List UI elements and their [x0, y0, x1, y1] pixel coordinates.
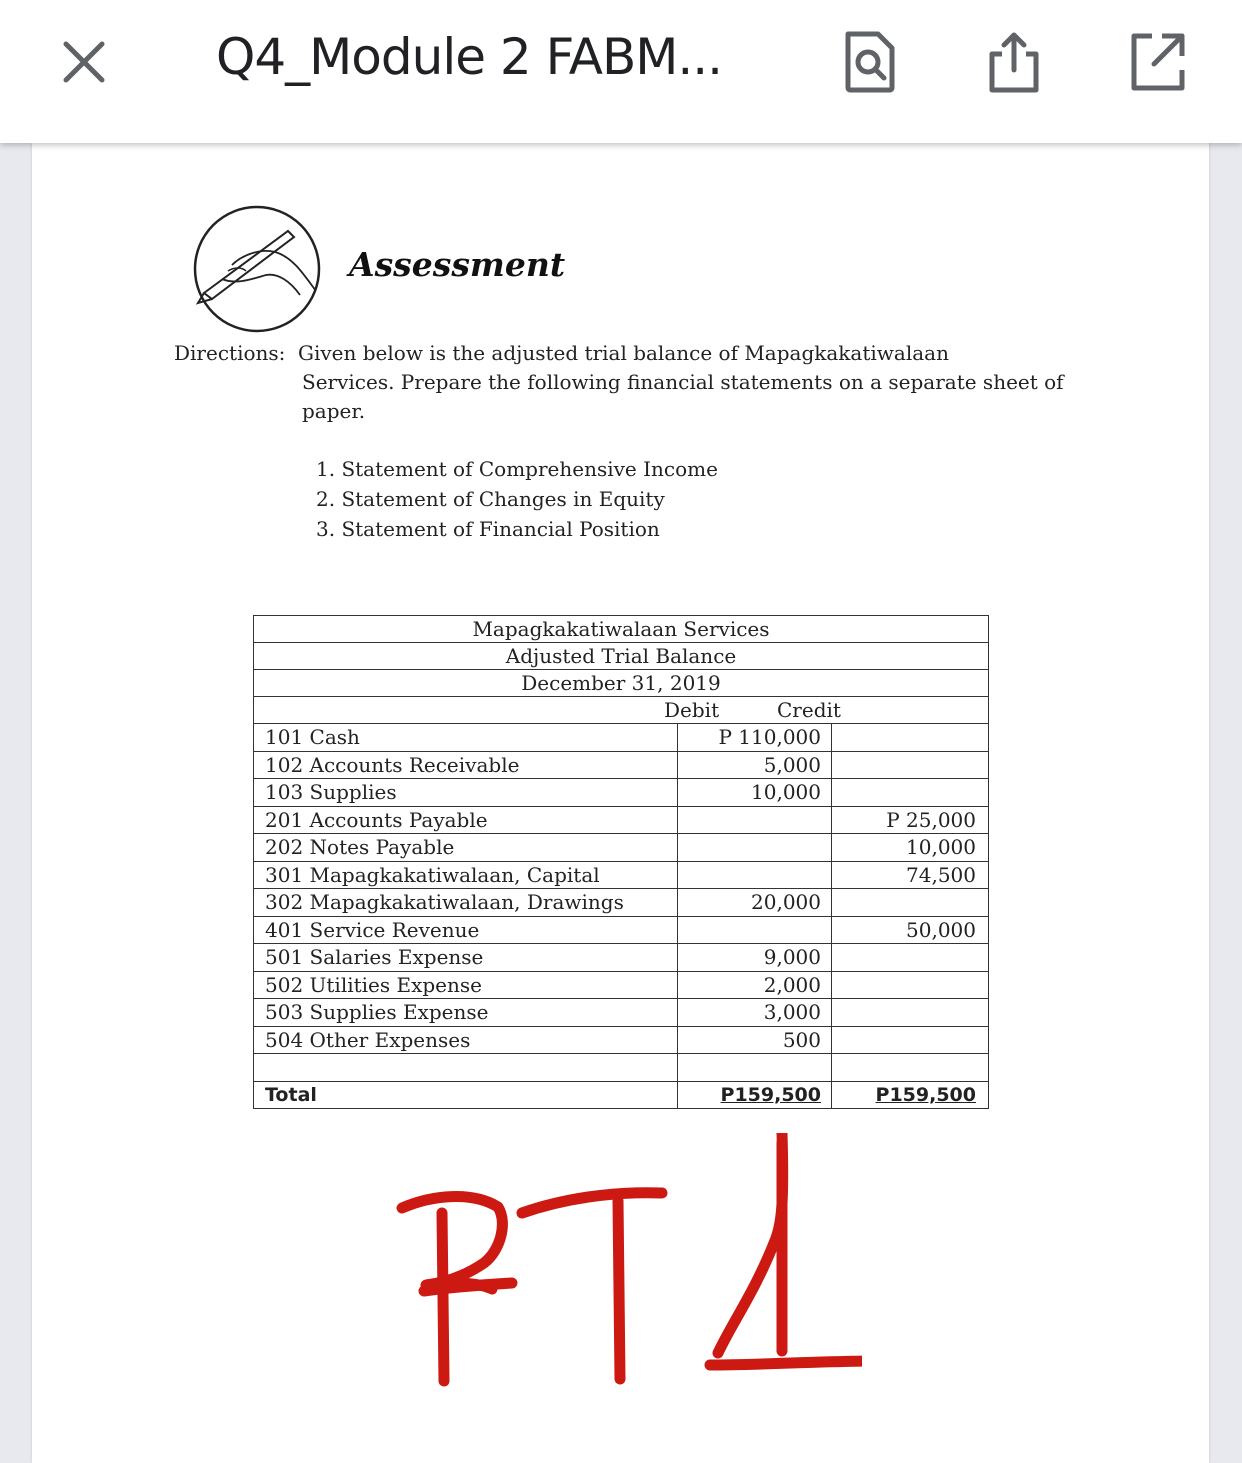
- credit-cell: [831, 724, 987, 751]
- directions-text-rest: Services. Prepare the following financial statements on a separate sheet of paper.: [302, 370, 1064, 423]
- table-title: Adjusted Trial Balance: [254, 643, 988, 670]
- credit-cell: [831, 972, 987, 999]
- app-toolbar: [0, 0, 1242, 143]
- debit-header: Debit: [664, 698, 720, 722]
- account-cell: 201 Accounts Payable: [265, 807, 488, 832]
- writing-hand-icon: [182, 195, 328, 335]
- table-row: [254, 944, 988, 972]
- table-row: [254, 862, 988, 890]
- list-item: 1. Statement of Comprehensive Income: [316, 457, 718, 481]
- account-cell: 101 Cash: [265, 725, 360, 749]
- total-credit: P159,500: [875, 1083, 976, 1106]
- credit-cell: 50,000: [831, 917, 987, 944]
- debit-cell: [677, 1054, 831, 1081]
- debit-cell: 10,000: [677, 779, 831, 806]
- close-icon[interactable]: [58, 36, 110, 88]
- table-row: [254, 889, 988, 917]
- debit-cell: [677, 834, 831, 861]
- table-row: [254, 917, 988, 945]
- directions-text-line1: Given below is the adjusted trial balance of Mapagkakatiwalaan: [298, 341, 949, 365]
- debit-cell: [677, 862, 831, 889]
- credit-cell: [831, 1027, 987, 1054]
- debit-cell: 2,000: [677, 972, 831, 999]
- assessment-heading: Assessment: [349, 245, 566, 284]
- account-cell: 202 Notes Payable: [265, 835, 455, 859]
- credit-cell: [831, 752, 987, 779]
- open-in-new-icon[interactable]: [1124, 28, 1188, 96]
- account-cell: 301 Mapagkakatiwalaan, Capital: [265, 862, 600, 887]
- table-row: [254, 999, 988, 1027]
- credit-cell: [831, 944, 987, 971]
- credit-cell: P 25,000: [831, 807, 987, 834]
- total-debit-cell: [677, 1082, 831, 1109]
- handwritten-annotation: [362, 1133, 862, 1393]
- task-list: [316, 454, 718, 544]
- account-cell: 503 Supplies Expense: [265, 1000, 489, 1024]
- table-row: [254, 834, 988, 862]
- list-item: 3. Statement of Financial Position: [316, 517, 660, 541]
- debit-cell: 9,000: [677, 944, 831, 971]
- account-cell: 103 Supplies: [265, 780, 397, 804]
- debit-cell: 5,000: [677, 752, 831, 779]
- debit-cell: [677, 917, 831, 944]
- account-cell: 501 Salaries Expense: [265, 945, 484, 969]
- table-column-headers: [254, 697, 988, 724]
- credit-cell: [831, 999, 987, 1026]
- document-page[interactable]: [32, 143, 1209, 1463]
- credit-cell: [831, 779, 987, 806]
- debit-cell: 3,000: [677, 999, 831, 1026]
- table-row: [254, 1054, 988, 1082]
- table-row: [254, 724, 988, 752]
- account-cell: 504 Other Expenses: [265, 1027, 471, 1052]
- total-credit-cell: [831, 1082, 987, 1109]
- credit-cell: 74,500: [831, 862, 987, 889]
- find-in-page-icon[interactable]: [838, 28, 902, 96]
- table-row: [254, 1027, 988, 1055]
- document-title: Q4_Module 2 FABM...: [216, 28, 723, 86]
- table-date: December 31, 2019: [254, 670, 988, 697]
- share-icon[interactable]: [982, 28, 1046, 96]
- credit-cell: [831, 889, 987, 916]
- debit-cell: [677, 807, 831, 834]
- table-row: [254, 972, 988, 1000]
- total-row: [254, 1082, 988, 1109]
- table-company: Mapagkakatiwalaan Services: [254, 616, 988, 643]
- table-row: [254, 807, 988, 835]
- debit-cell: 500: [677, 1027, 831, 1054]
- trial-balance-table: [253, 615, 989, 1109]
- total-label: Total: [265, 1083, 317, 1106]
- debit-cell: 20,000: [677, 889, 831, 916]
- debit-cell: P 110,000: [677, 724, 831, 751]
- table-row: [254, 752, 988, 780]
- list-item: 2. Statement of Changes in Equity: [316, 487, 665, 511]
- account-cell: 102 Accounts Receivable: [265, 752, 520, 777]
- account-cell: 401 Service Revenue: [265, 917, 480, 942]
- account-cell: 302 Mapagkakatiwalaan, Drawings: [265, 890, 624, 914]
- credit-header: Credit: [777, 698, 841, 722]
- credit-cell: [831, 1054, 987, 1081]
- credit-cell: 10,000: [831, 834, 987, 861]
- total-debit: P159,500: [720, 1083, 821, 1106]
- table-row: [254, 779, 988, 807]
- directions-label: Directions:: [174, 341, 286, 365]
- account-cell: 502 Utilities Expense: [265, 972, 483, 997]
